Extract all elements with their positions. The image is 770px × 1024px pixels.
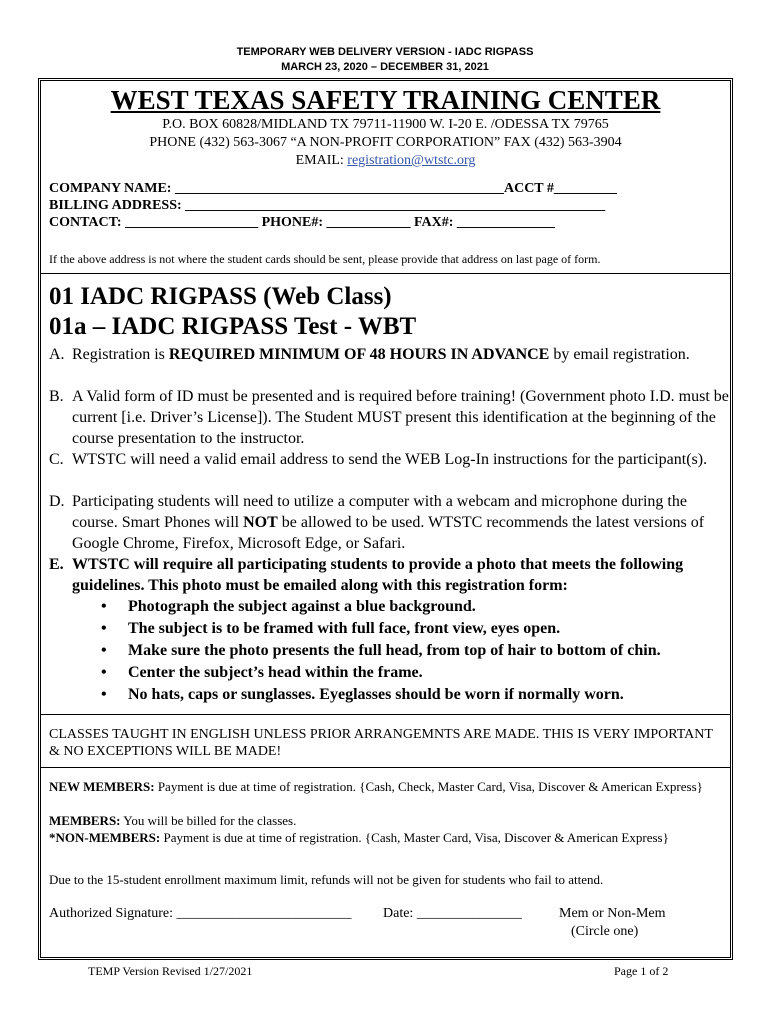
item-label: E. bbox=[49, 556, 64, 573]
date-field[interactable]: Date: _______________ bbox=[383, 906, 522, 921]
bullet-text: Photograph the subject against a blue background. bbox=[128, 598, 476, 615]
org-name: WEST TEXAS SAFETY TRAINING CENTER bbox=[110, 85, 661, 115]
org-phone: PHONE (432) 563-3067 “A NON-PROFIT CORPORATION” FAX (432) 563-3904 bbox=[149, 135, 622, 150]
item-label: A. bbox=[49, 346, 65, 363]
payment-label: MEMBERS: bbox=[49, 813, 121, 828]
footer-version: TEMP Version Revised 1/27/2021 bbox=[88, 964, 253, 978]
item-text: Participating students will need to utilize a computer with a webcam and microphone during the course. Smart Phones will bbox=[72, 493, 687, 531]
circle-one-note: (Circle one) bbox=[571, 924, 639, 939]
divider bbox=[41, 273, 730, 274]
refund-note: Due to the 15-student enrollment maximum limit, refunds will not be given for students who fail to attend. bbox=[49, 872, 604, 887]
header-line-2: MARCH 23, 2020 – DECEMBER 31, 2021 bbox=[281, 61, 489, 73]
bullet-text: No hats, caps or sunglasses. Eyeglasses should be worn if normally worn. bbox=[128, 686, 624, 703]
bullet-item: • Make sure the photo presents the full head, from top of hair to bottom of chin. bbox=[101, 642, 661, 659]
course-title-2: 01a – IADC RIGPASS Test - WBT bbox=[49, 313, 417, 340]
bullet-item: • No hats, caps or sunglasses. Eyeglasses should be worn if normally worn. bbox=[101, 686, 624, 703]
item-text-bold: NOT bbox=[243, 514, 278, 531]
item-label: C. bbox=[49, 451, 64, 468]
item-text: WTSTC will require all participating students to provide a photo that meets the following guidelines. This photo must be emailed along with this registration form: bbox=[72, 556, 684, 594]
payment-new-members bbox=[49, 778, 727, 795]
bullet-text: The subject is to be framed with full face, front view, eyes open. bbox=[128, 620, 561, 637]
billing-field[interactable]: BILLING ADDRESS: ____________________________________________________________ bbox=[49, 198, 606, 213]
item-label: D. bbox=[49, 493, 65, 510]
item-text-bold: REQUIRED MINIMUM OF 48 HOURS IN ADVANCE bbox=[168, 346, 550, 363]
bullet-item: • The subject is to be framed with full face, front view, eyes open. bbox=[101, 620, 561, 637]
item-text: WTSTC will need a valid email address to send the WEB Log-In instructions for the participant(s). bbox=[72, 451, 708, 468]
email-link[interactable]: registration@wtstc.org bbox=[347, 153, 476, 168]
divider bbox=[41, 767, 730, 768]
bullet-text: Center the subject’s head within the frame. bbox=[128, 664, 423, 681]
bullet-item: • Center the subject’s head within the frame. bbox=[101, 664, 423, 681]
bullet-text: Make sure the photo presents the full head, from top of hair to bottom of chin. bbox=[128, 642, 661, 659]
payment-text: Payment is due at time of registration. {Cash, Master Card, Visa, Discover & American Express} bbox=[160, 830, 669, 845]
payment-label: NEW MEMBERS: bbox=[49, 779, 155, 794]
course-title-1: 01 IADC RIGPASS (Web Class) bbox=[49, 283, 392, 310]
item-label: B. bbox=[49, 388, 64, 405]
payment-text: Payment is due at time of registration. {Cash, Check, Master Card, Visa, Discover & American Express} bbox=[154, 779, 703, 794]
signature-field[interactable]: Authorized Signature: _________________________ bbox=[49, 906, 352, 921]
item-text: Registration is bbox=[72, 346, 169, 363]
item-text: by email registration. bbox=[549, 346, 690, 363]
email-label: EMAIL: bbox=[295, 153, 348, 168]
contact-field[interactable]: CONTACT: ___________________ PHONE#: ____________ FAX#: ______________ bbox=[49, 215, 555, 230]
classes-note: CLASSES TAUGHT IN ENGLISH UNLESS PRIOR ARRANGEMNTS ARE MADE. THIS IS VERY IMPORTANT & NO EXCEPTIONS WILL BE MADE! bbox=[49, 727, 713, 759]
payment-members bbox=[49, 812, 727, 829]
org-email-line bbox=[41, 153, 730, 169]
company-field[interactable]: COMPANY NAME: _______________________________________________ACCT #_________ bbox=[49, 181, 617, 196]
divider bbox=[41, 714, 730, 715]
form-frame bbox=[38, 78, 733, 960]
item-text: A Valid form of ID must be presented and is required before training! (Government photo I.D. must be current [i.e. Driver’s License]). The Student MUST present this identification at the beginning of the course presentation to the instructor. bbox=[72, 388, 729, 447]
payment-text: You will be billed for the classes. bbox=[120, 813, 297, 828]
bullet-item: • Photograph the subject against a blue background. bbox=[101, 598, 476, 615]
footer-page: Page 1 of 2 bbox=[614, 964, 669, 978]
membership-option[interactable]: Mem or Non-Mem bbox=[559, 906, 666, 921]
header-line-1: TEMPORARY WEB DELIVERY VERSION - IADC RIGPASS bbox=[236, 46, 534, 58]
address-note: If the above address is not where the student cards should be sent, please provide that address on last page of form. bbox=[49, 252, 601, 266]
payment-non-members bbox=[49, 829, 727, 846]
item-text: be allowed to be used. WTSTC recommends the latest versions of Google Chrome, Firefox, Microsoft Edge, or Safari. bbox=[72, 514, 705, 552]
org-address: P.O. BOX 60828/MIDLAND TX 79711-11900 W. I-20 E. /ODESSA TX 79765 bbox=[162, 117, 609, 132]
payment-label: *NON-MEMBERS: bbox=[49, 830, 161, 845]
